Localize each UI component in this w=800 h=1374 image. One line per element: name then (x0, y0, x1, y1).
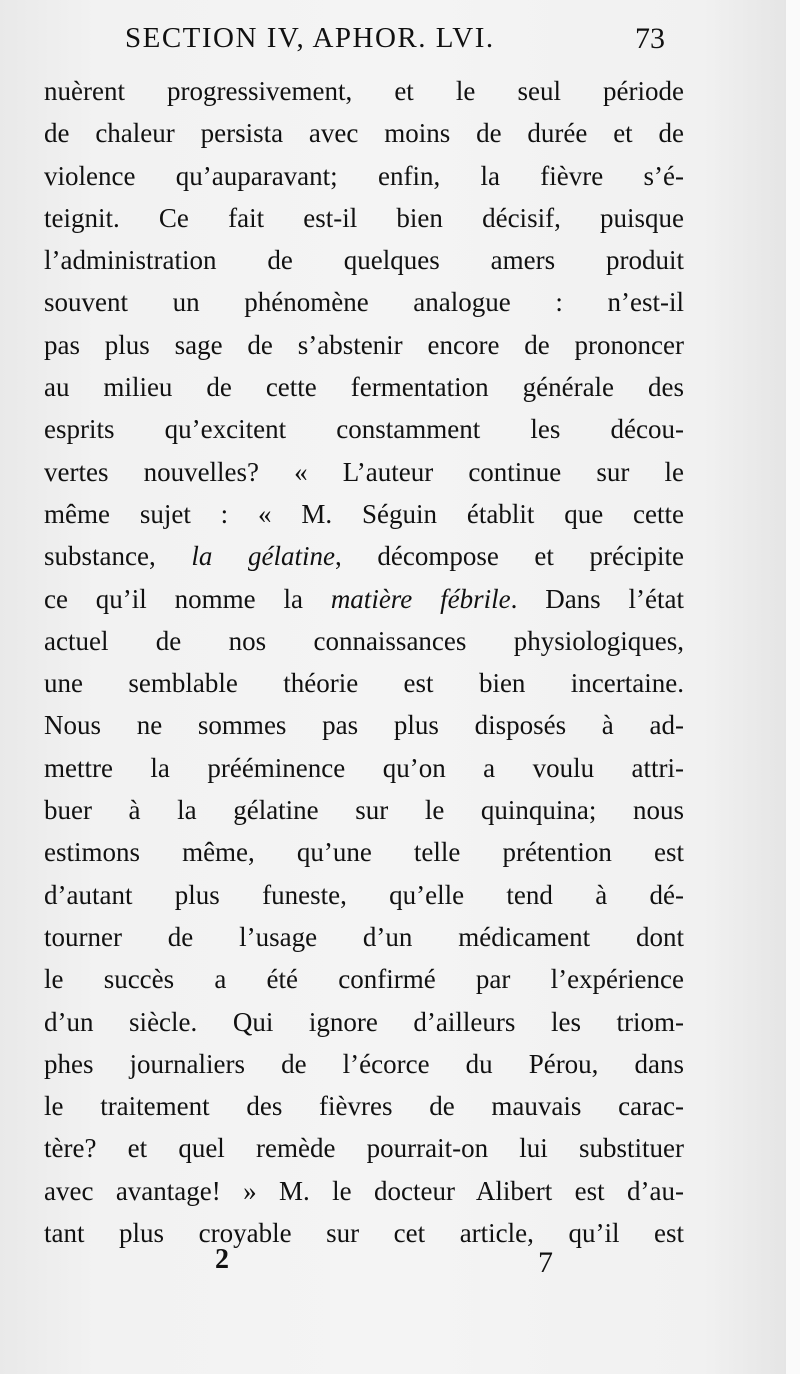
body-text (44, 70, 684, 1254)
signature-mark: 2 (215, 1244, 229, 1275)
text-segment: tant plus croyable sur cet article, qu’il est (44, 1218, 684, 1249)
text-line (44, 916, 684, 958)
page-edge (786, 0, 800, 1374)
text-segment: phes journaliers de l’écorce du Pérou, dans (44, 1048, 684, 1079)
text-segment: Nous ne sommes pas plus disposés à ad- (44, 710, 684, 741)
text-line (44, 281, 684, 323)
text-segment: ce qu’il nomme la (44, 583, 331, 614)
text-line (44, 493, 684, 535)
text-segment: avec avantage! » M. le docteur Alibert est d’au- (44, 1175, 684, 1206)
text-segment: le succès a été confirmé par l’expérience (44, 964, 684, 995)
gathering-number: 7 (538, 1246, 553, 1279)
text-line (44, 1127, 684, 1169)
text-segment: substance, (44, 541, 192, 572)
text-line (44, 1001, 684, 1043)
text-segment: de chaleur persista avec moins de durée et de (44, 118, 684, 149)
running-head: SECTION IV, APHOR. LVI. (125, 22, 495, 54)
text-segment: teignit. Ce fait est-il bien décisif, puisque (44, 202, 684, 233)
text-segment: souvent un phénomène analogue : n’est-il (44, 287, 684, 318)
text-line (44, 535, 684, 577)
text-segment: au milieu de cette fermentation générale des (44, 372, 684, 403)
text-segment: esprits qu’excitent constamment les décou- (44, 414, 684, 445)
text-line (44, 112, 684, 154)
text-line (44, 789, 684, 831)
text-line (44, 1085, 684, 1127)
text-segment: vertes nouvelles? « L’auteur continue sur le (44, 456, 684, 487)
text-line (44, 451, 684, 493)
text-line (44, 239, 684, 281)
text-line (44, 197, 684, 239)
text-line (44, 324, 684, 366)
italic-term: matière fébrile (330, 583, 511, 614)
text-line (44, 578, 684, 620)
text-line (44, 70, 684, 112)
text-segment: nuèrent progressivement, et le seul période (44, 76, 684, 106)
text-line (44, 155, 684, 197)
text-segment: tère? et quel remède pourrait-on lui substituer (44, 1133, 684, 1164)
text-line (44, 408, 684, 450)
text-segment: tourner de l’usage d’un médicament dont (44, 921, 684, 952)
text-segment: . Dans l’état (510, 583, 684, 614)
page-footer (0, 1240, 800, 1290)
text-line (44, 1043, 684, 1085)
text-segment: même sujet : « M. Séguin établit que cette (44, 498, 684, 529)
text-segment: l’administration de quelques amers produit (44, 245, 684, 276)
page-number: 73 (635, 22, 665, 55)
text-segment: une semblable théorie est bien incertaine. (44, 668, 684, 699)
text-line (44, 874, 684, 916)
text-segment: mettre la prééminence qu’on a voulu attri- (44, 752, 684, 783)
text-segment: violence qu’auparavant; enfin, la fièvre s’é- (44, 160, 684, 191)
text-line (44, 662, 684, 704)
text-segment: d’autant plus funeste, qu’elle tend à dé- (44, 879, 684, 910)
text-segment: actuel de nos connaissances physiologiques, (44, 625, 684, 656)
italic-term: la gélatine (191, 541, 335, 572)
text-line (44, 620, 684, 662)
text-line (44, 366, 684, 408)
page-header (0, 14, 800, 64)
text-segment: pas plus sage de s’abstenir encore de prononcer (44, 329, 684, 360)
text-segment: estimons même, qu’une telle prétention est (44, 837, 684, 868)
text-line (44, 831, 684, 873)
text-segment: buer à la gélatine sur le quinquina; nous (44, 795, 684, 826)
text-line (44, 704, 684, 746)
text-segment: d’un siècle. Qui ignore d’ailleurs les triom- (44, 1006, 684, 1037)
text-segment: le traitement des fièvres de mauvais carac- (44, 1091, 684, 1122)
text-line (44, 747, 684, 789)
text-segment: , décompose et précipite (334, 541, 684, 572)
text-line (44, 1170, 684, 1212)
text-line (44, 958, 684, 1000)
